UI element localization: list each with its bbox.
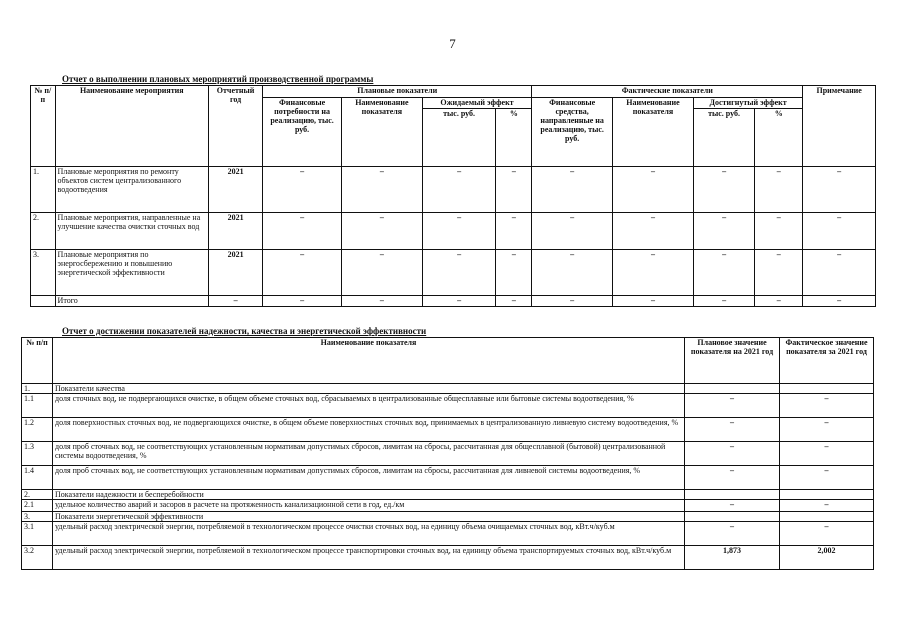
header-plan-thous-rub: тыс. руб. [422,109,496,167]
header-plan-effect: Ожидаемый эффект [422,98,531,109]
row-fact [780,490,874,500]
header-num: № п/п [22,338,53,384]
row-value: – [341,250,422,296]
header-fact-thous-rub: тыс. руб. [693,109,754,167]
header-fact-indicator: Наименование показателя [613,98,694,167]
row-value: – [613,213,694,250]
row-value: – [803,213,876,250]
header-actual: Фактические показатели [532,86,803,98]
header-year: Отчетный год [208,86,262,167]
row-plan: 1,873 [685,546,780,570]
row-num: 2. [31,213,56,250]
row-value: – [422,167,496,213]
row-num: 1.4 [22,466,53,490]
row-value: – [263,213,342,250]
row-fact: – [780,394,874,418]
header-fact-effect: Достигнутый эффект [693,98,802,109]
header-name: Наименование мероприятия [55,86,208,167]
total-value: – [803,296,876,307]
row-num: 3. [22,512,53,522]
header-plan-finance: Финансовые потребности на реализацию, тыс. руб. [263,98,342,167]
row-name: Показатели энергетической эффективности [53,512,685,522]
total-value: – [496,296,532,307]
row-fact [780,512,874,522]
table-row [22,418,874,442]
header-planned: Плановые показатели [263,86,532,98]
row-plan: – [685,522,780,546]
row-value: – [803,250,876,296]
row-value: – [613,250,694,296]
row-name: Плановые мероприятия по энергосбережению и повышению энергетической эффективности [55,250,208,296]
row-value: – [496,250,532,296]
row-num: 1.3 [22,442,53,466]
row-year: 2021 [208,213,262,250]
row-num: 3. [31,250,56,296]
header-note: Примечание [803,86,876,167]
row-value: – [263,250,342,296]
row-name: доля поверхностных сточных вод, не подвергающихся очистке, в общем объеме поверхностных сточных вод, принимаемых в централизованную ливневую систему водоотведения, % [53,418,685,442]
header-num: № п/п [31,86,56,167]
table-row [22,490,874,500]
row-fact [780,384,874,394]
row-value: – [422,250,496,296]
total-label: Итого [55,296,208,307]
row-num: 1.1 [22,394,53,418]
table-row [31,167,876,213]
total-value: – [422,296,496,307]
row-value: – [496,167,532,213]
header-plan-percent: % [496,109,532,167]
header-plan-indicator: Наименование показателя [341,98,422,167]
row-num: 1. [31,167,56,213]
total-value: – [341,296,422,307]
row-plan: – [685,418,780,442]
total-value: – [532,296,613,307]
total-row [31,296,876,307]
production-program-table [30,85,876,307]
row-plan: – [685,466,780,490]
row-num: 3.2 [22,546,53,570]
table-row [31,250,876,296]
row-name: доля сточных вод, не подвергающихся очистке, в общем объеме сточных вод, сбрасываемых в централизованные общесплавные или бытовые системы водоотведения, % [53,394,685,418]
header-plan: Плановое значение показателя на 2021 год [685,338,780,384]
row-value: – [755,213,803,250]
row-fact: – [780,442,874,466]
page-number: 7 [449,36,456,51]
row-plan [685,512,780,522]
row-value: – [532,167,613,213]
table-row [22,522,874,546]
row-num: 1. [22,384,53,394]
row-num: 1.2 [22,418,53,442]
header-name: Наименование показателя [53,338,685,384]
row-name: Плановые мероприятия по ремонту объектов систем централизованного водоотведения [55,167,208,213]
row-name: доля проб сточных вод, не соответствующих установленным нормативам допустимых сбросов, лимитам на сбросы, рассчитанная для общесплавной (бытовой) централизованной системы водоотведения, % [53,442,685,466]
table-row [22,500,874,512]
row-value: – [263,167,342,213]
row-fact: – [780,418,874,442]
total-value: – [613,296,694,307]
header-fact-finance: Финансовые средства, направленные на реализацию, тыс. руб. [532,98,613,167]
row-plan [685,384,780,394]
row-value: – [755,250,803,296]
report1-caption: Отчет о выполнении плановых мероприятий производственной программы [62,74,374,84]
row-num: 2.1 [22,500,53,512]
row-value: – [803,167,876,213]
row-value: – [693,250,754,296]
row-plan [685,490,780,500]
header-fact: Фактическое значение показателя за 2021 год [780,338,874,384]
row-value: – [341,167,422,213]
row-year: 2021 [208,167,262,213]
table-row [31,213,876,250]
table-row [22,546,874,570]
table-row [22,384,874,394]
row-fact: – [780,522,874,546]
total-num [31,296,56,307]
table-row [22,512,874,522]
row-fact: – [780,466,874,490]
total-value: – [208,296,262,307]
row-value: – [613,167,694,213]
row-value: – [532,250,613,296]
row-plan: – [685,394,780,418]
row-value: – [755,167,803,213]
row-num: 3.1 [22,522,53,546]
row-plan: – [685,442,780,466]
row-name: доля проб сточных вод, не соответствующих установленным нормативам допустимых сбросов, лимитам на сбросы, рассчитанная для ливневой системы водоотведения, % [53,466,685,490]
row-value: – [422,213,496,250]
row-name: удельный расход электрической энергии, потребляемой в технологическом процессе очистки сточных вод, на единицу объема очищаемых сточных вод, кВт.ч/куб.м [53,522,685,546]
row-name: удельное количество аварий и засоров в расчете на протяженность канализационной сети в год, ед./км [53,500,685,512]
row-name: Показатели надежности и бесперебойности [53,490,685,500]
row-value: – [496,213,532,250]
table-row [22,442,874,466]
row-value: – [341,213,422,250]
row-name: Показатели качества [53,384,685,394]
total-value: – [755,296,803,307]
row-name: Плановые мероприятия, направленные на улучшение качества очистки сточных вод [55,213,208,250]
row-year: 2021 [208,250,262,296]
row-num: 2. [22,490,53,500]
row-fact: – [780,500,874,512]
row-fact: 2,002 [780,546,874,570]
table-row [22,466,874,490]
header-fact-percent: % [755,109,803,167]
reliability-indicators-table [21,337,874,570]
row-name: удельный расход электрической энергии, потребляемой в технологическом процессе транспортировки сточных вод, на единицу объема транспортируемых сточных вод, кВт.ч/куб.м [53,546,685,570]
total-value: – [263,296,342,307]
row-value: – [532,213,613,250]
total-value: – [693,296,754,307]
row-value: – [693,213,754,250]
row-value: – [693,167,754,213]
table-row [22,394,874,418]
row-plan: – [685,500,780,512]
report2-caption: Отчет о достижении показателей надежности, качества и энергетической эффективности [62,326,427,336]
